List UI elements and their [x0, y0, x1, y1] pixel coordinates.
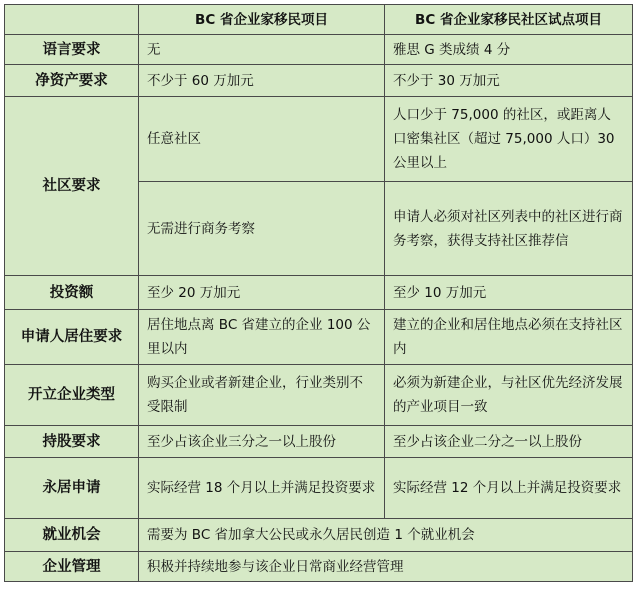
cell-language-program: 无 [139, 35, 385, 65]
table-header-row [5, 5, 633, 35]
cell-community-pilot-a: 人口少于 75,000 的社区，或距离人口密集社区（超过 75,000 人口）30 公里以上 [385, 97, 633, 182]
row-label-net-worth: 净资产要求 [5, 65, 139, 97]
table-row-management [5, 552, 633, 582]
cell-residence-program: 居住地点离 BC 省建立的企业 100 公里以内 [139, 310, 385, 365]
table-row-community-a [5, 97, 633, 182]
cell-net-worth-program: 不少于 60 万加元 [139, 65, 385, 97]
table-row-net-worth [5, 65, 633, 97]
table-row-jobs [5, 519, 633, 552]
row-label-residence: 申请人居住要求 [5, 310, 139, 365]
cell-community-pilot-b: 申请人必须对社区列表中的社区进行商务考察，获得支持社区推荐信 [385, 182, 633, 276]
cell-community-program-b: 无需进行商务考察 [139, 182, 385, 276]
cell-ownership-pilot: 至少占该企业二分之一以上股份 [385, 426, 633, 458]
header-program: BC 省企业家移民项目 [139, 5, 385, 35]
table-row-business-type [5, 365, 633, 426]
row-label-ownership: 持股要求 [5, 426, 139, 458]
row-label-management: 企业管理 [5, 552, 139, 582]
cell-investment-program: 至少 20 万加元 [139, 276, 385, 310]
table-row-pr [5, 458, 633, 519]
row-label-investment: 投资额 [5, 276, 139, 310]
table-row-investment [5, 276, 633, 310]
header-corner-cell [5, 5, 139, 35]
cell-ownership-program: 至少占该企业三分之一以上股份 [139, 426, 385, 458]
cell-pr-pilot: 实际经营 12 个月以上并满足投资要求 [385, 458, 633, 519]
row-label-community: 社区要求 [5, 97, 139, 276]
row-label-business-type: 开立企业类型 [5, 365, 139, 426]
cell-residence-pilot: 建立的企业和居住地点必须在支持社区内 [385, 310, 633, 365]
row-label-jobs: 就业机会 [5, 519, 139, 552]
row-label-pr: 永居申请 [5, 458, 139, 519]
table-row-ownership [5, 426, 633, 458]
header-pilot: BC 省企业家移民社区试点项目 [385, 5, 633, 35]
cell-management-value: 积极并持续地参与该企业日常商业经营管理 [139, 552, 633, 582]
cell-language-pilot: 雅思 G 类成绩 4 分 [385, 35, 633, 65]
row-label-language: 语言要求 [5, 35, 139, 65]
comparison-table [4, 4, 633, 582]
cell-community-program-a: 任意社区 [139, 97, 385, 182]
table-row-language [5, 35, 633, 65]
table-row-residence [5, 310, 633, 365]
cell-net-worth-pilot: 不少于 30 万加元 [385, 65, 633, 97]
cell-jobs-value: 需要为 BC 省加拿大公民或永久居民创造 1 个就业机会 [139, 519, 633, 552]
cell-business-type-program: 购买企业或者新建企业，行业类别不受限制 [139, 365, 385, 426]
cell-investment-pilot: 至少 10 万加元 [385, 276, 633, 310]
cell-business-type-pilot: 必须为新建企业，与社区优先经济发展的产业项目一致 [385, 365, 633, 426]
cell-pr-program: 实际经营 18 个月以上并满足投资要求 [139, 458, 385, 519]
